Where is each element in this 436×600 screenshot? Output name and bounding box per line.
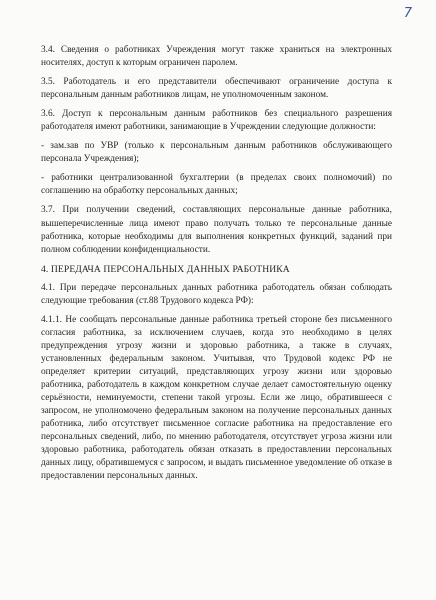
paragraph-4-1: 4.1. При передаче персональных данных работника работодатель обязан соблюдать следующие требования (ст.88 Трудового кодекса РФ):: [41, 282, 392, 306]
paragraph-3-6-item-accounting: - работники централизованной бухгалтерии (в пределах своих полномочий) по соглашению на обработку персональных данных;: [41, 173, 392, 197]
paragraph-3-5: 3.5. Работодатель и его представители обеспечивают ограничение доступа к персональным данным работников лицам, не уполномоченным законом.: [41, 77, 392, 101]
section-heading: 4. ПЕРЕДАЧА ПЕРСОНАЛЬНЫХ ДАННЫХ РАБОТНИКА: [41, 263, 290, 275]
paragraph-3-6-item-deputy: - зам.зав по УВР (только к персональным данным работников обслуживающего персонала Учреждения);: [41, 141, 392, 165]
page-number: 7: [403, 6, 412, 21]
paragraph-3-6: 3.6. Доступ к персональным данным работников без специального разрешения работодателя имеют работники, занимающие в Учреждении следующие должности:: [41, 109, 392, 133]
paragraph-4-1-1: 4.1.1. Не сообщать персональные данные работника третьей стороне без письменного согласия работника, за исключением случаев, когда это необходимо в целях предупреждения угрозу жизни и здоровью работника, а также в случаях, установленных федеральным законом. Учитывая, что Трудовой кодекс РФ не определяет критерии ситуаций, представляющих угрозу жизни или здоровью работника, работодатель в каждом конкретном случае делает самостоятельную оценку серьёзности, неминуемости, степени такой угрозы. Если же лицо, обратившееся с запросом, не уполномочено федеральным законом на получение персональных данных работника, либо отсутствует письменное согласие работника на предоставление его персональных сведений, либо, по мнению работодателя, отсутствует угроза жизни или здоровью работника, работодатель обязан отказать в предоставлении персональных данных лицу, обратившемуся с запросом, и выдать письменное уведомление об отказе в предоставлении персональных данных.: [41, 314, 392, 482]
paragraph-3-4: 3.4. Сведения о работниках Учреждения могут также храниться на электронных носителях, доступ к которым ограничен паролем.: [41, 45, 392, 69]
paragraph-3-7: 3.7. При получении сведений, составляющих персональные данные работника, вышеперечисленные лица имеют право получать только те персональные данные работника, которые необходимы для выполнения конкретных функций, заданий при полном соблюдении конфиденциальности.: [41, 205, 392, 255]
